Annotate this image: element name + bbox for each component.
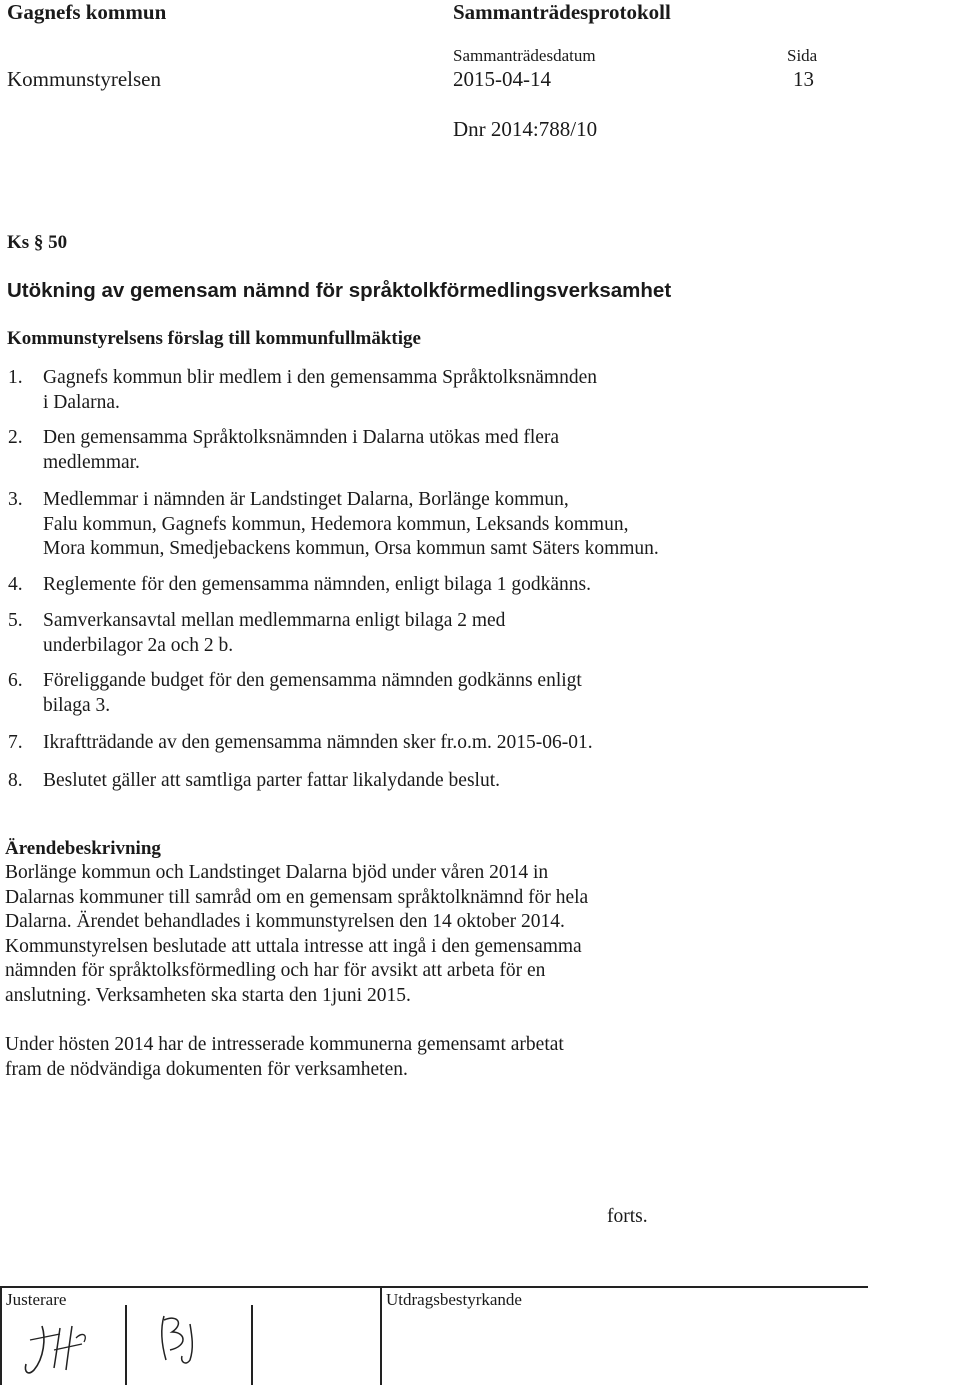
document-type: Sammanträdesprotokoll	[453, 0, 671, 24]
footer-divider-3	[380, 1286, 382, 1385]
proposal-heading: Kommunstyrelsens förslag till kommunfullmäktige	[7, 328, 421, 349]
decision-list	[8, 366, 768, 793]
signature-initials-2	[150, 1310, 220, 1370]
meeting-date-label: Sammanträdesdatum	[453, 46, 596, 65]
signature-initials-1	[20, 1318, 100, 1384]
case-description-paragraph-1: Borlänge kommun och Landstinget Dalarna bjöd under våren 2014 in Dalarnas kommuner till samråd om en gemensam språktolknämnd för hela Dalarna. Ärendet behandlades i kommunstyrelsen den 14 oktober 2014. Kommunstyrelsen beslutade att uttala intresse att ingå i den gemensamma nämnden för språktolksförmedling och har för avsikt att arbeta för en anslutning. Verksamheten ska starta den 1juni 2015.	[5, 862, 589, 1006]
decision-item-3: 3. Medlemmar i nämnden är Landstinget Dalarna, Borlänge kommun, Falu kommun, Gagnefs kommun, Hedemora kommun, Leksands kommun, Mora kommun, Smedjebackens kommun, Orsa kommun samt Säters kommun.	[8, 489, 659, 559]
continued-marker: forts.	[607, 1206, 648, 1227]
utdragsbestyrkande-label: Utdragsbestyrkande	[386, 1290, 522, 1309]
page-number: 13	[793, 67, 814, 91]
case-number: Dnr 2014:788/10	[453, 117, 598, 141]
decision-item-6: 6. Föreliggande budget för den gemensamma nämnden godkänns enligt bilaga 3.	[8, 670, 582, 716]
justerare-label: Justerare	[6, 1290, 67, 1309]
footer-divider-1	[125, 1305, 127, 1385]
footer-top-rule	[0, 1286, 868, 1288]
decision-item-4: 4. Reglemente för den gemensamma nämnden, enligt bilaga 1 godkänns.	[8, 573, 592, 595]
case-description-heading: Ärendebeskrivning	[5, 838, 161, 859]
case-title: Utökning av gemensam nämnd för språktolkförmedlingsverksamhet	[7, 279, 672, 302]
decision-item-8: 8. Beslutet gäller att samtliga parter fattar likalydande beslut.	[8, 769, 501, 791]
decision-item-5: 5. Samverkansavtal mellan medlemmarna enligt bilaga 2 med underbilagor 2a och 2 b.	[8, 610, 506, 656]
footer-divider-2	[251, 1305, 253, 1385]
meeting-date: 2015-04-14	[453, 67, 551, 91]
decision-item-1: 1. Gagnefs kommun blir medlem i den gemensamma Språktolksnämnden i Dalarna.	[8, 367, 598, 413]
decision-item-2: 2. Den gemensamma Språktolksnämnden i Dalarna utökas med flera medlemmar.	[8, 427, 560, 473]
paragraph-number: Ks § 50	[7, 232, 68, 253]
decision-item-7: 7. Ikraftträdande av den gemensamma nämnden sker fr.o.m. 2015-06-01.	[8, 732, 593, 753]
municipality-name: Gagnefs kommun	[7, 0, 167, 24]
footer-left-border	[0, 1286, 2, 1385]
case-description-paragraph-2: Under hösten 2014 har de intresserade kommunerna gemensamt arbetat fram de nödvändiga dokumenten för verksamheten.	[5, 1034, 564, 1080]
committee-name: Kommunstyrelsen	[7, 67, 161, 91]
page-label: Sida	[787, 46, 818, 65]
